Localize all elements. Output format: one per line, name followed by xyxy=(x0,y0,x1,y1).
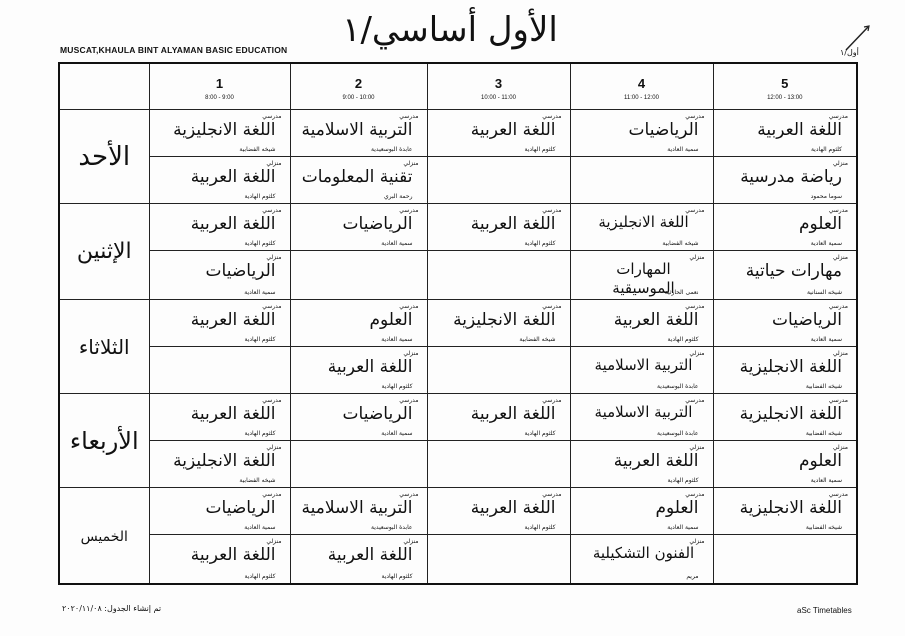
lesson-cell xyxy=(290,300,427,347)
lesson-type: مدرسي xyxy=(828,207,848,214)
subject-name: اللغة العربية xyxy=(470,498,556,518)
lesson-type: منزلي xyxy=(689,254,705,261)
subject-name: الرياضيات xyxy=(205,261,276,281)
table-row xyxy=(59,535,857,585)
lesson-cell xyxy=(290,488,427,535)
lesson-cell xyxy=(290,535,427,585)
lesson-cell xyxy=(570,110,713,157)
subject-name: العلوم xyxy=(655,498,699,518)
teacher-name: كلثوم الهادية xyxy=(381,573,413,580)
lesson-cell xyxy=(427,347,570,394)
lesson-type: مدرسي xyxy=(828,491,848,498)
lesson-type: مدرسي xyxy=(399,397,419,404)
teacher-name: كلثوم الهادية xyxy=(381,383,413,390)
lesson-type: مدرسي xyxy=(685,397,705,404)
period-number: 3 xyxy=(494,76,503,91)
teacher-name: سوما محمود xyxy=(810,193,842,200)
subject-name: التربية الاسلامية xyxy=(301,498,413,518)
teacher-name: عابدة البوسعيدية xyxy=(657,430,699,437)
subject-name: الرياضيات xyxy=(628,120,699,140)
subject-name: الرياضيات xyxy=(342,404,413,424)
teacher-name: سمية العادية xyxy=(810,240,842,247)
lesson-type: منزلي xyxy=(832,444,848,451)
subject-name: تقنية المعلومات xyxy=(301,167,413,187)
teacher-name: عابدة البوسعيدية xyxy=(371,146,413,153)
lesson-cell xyxy=(713,488,857,535)
teacher-name: شيخه الفضابية xyxy=(662,240,699,247)
teacher-name: كلثوم الهادية xyxy=(244,193,276,200)
created-date: تم إنشاء الجدول: ٢٠٢٠/١١/٠٨ xyxy=(62,604,162,613)
lesson-cell xyxy=(427,204,570,251)
teacher-name: سمية العادية xyxy=(810,336,842,343)
day-label-cell xyxy=(59,110,149,204)
lesson-type: مدرسي xyxy=(685,207,705,214)
subject-name: الرياضيات xyxy=(772,310,842,330)
subject-name: اللغة العربية xyxy=(190,167,276,187)
subject-name: الرياضيات xyxy=(205,498,276,518)
lesson-type: منزلي xyxy=(266,444,282,451)
teacher-name: سمية العادية xyxy=(667,146,699,153)
page-title: الأول أساسي/١ xyxy=(342,10,558,50)
lesson-cell xyxy=(149,394,290,441)
teacher-name: رحمة البري xyxy=(383,193,413,200)
day-name: الإثنين xyxy=(76,239,132,264)
table-row xyxy=(59,394,857,441)
teacher-name: شيخه الفضابية xyxy=(805,383,842,390)
period-number: 5 xyxy=(781,76,789,91)
teacher-name: سمية العادية xyxy=(381,430,413,437)
period-number: 1 xyxy=(215,76,224,91)
subject-name: اللغة العربية xyxy=(327,545,413,565)
teacher-name: كلثوم الهادية xyxy=(244,430,276,437)
teacher-name: كلثوم الهادية xyxy=(524,146,556,153)
teacher-name: كلثوم الهادية xyxy=(667,336,699,343)
teacher-name: كلثوم الهادية xyxy=(667,477,699,484)
lesson-type: منزلي xyxy=(689,350,705,357)
period-number: 4 xyxy=(637,76,646,91)
subject-name: التربية الاسلامية xyxy=(301,120,413,140)
lesson-type: منزلي xyxy=(832,160,848,167)
lesson-cell xyxy=(713,347,857,394)
lesson-cell xyxy=(570,204,713,251)
subject-name: اللغة الانجليزية xyxy=(739,498,842,518)
subject-name: اللغة العربية xyxy=(190,214,276,234)
table-row xyxy=(59,347,857,394)
lesson-cell xyxy=(149,251,290,300)
lesson-cell xyxy=(290,157,427,204)
lesson-type: مدرسي xyxy=(685,113,705,120)
lesson-cell xyxy=(290,204,427,251)
lesson-cell xyxy=(713,535,857,585)
lesson-cell xyxy=(149,157,290,204)
subject-name: الفنون التشكيلية xyxy=(592,544,695,562)
subject-name: اللغة العربية xyxy=(190,404,276,424)
lesson-type: مدرسي xyxy=(685,491,705,498)
lesson-cell xyxy=(427,300,570,347)
lesson-cell xyxy=(149,110,290,157)
lesson-type: منزلي xyxy=(832,350,848,357)
lesson-cell xyxy=(149,488,290,535)
lesson-cell xyxy=(290,251,427,300)
timetable xyxy=(58,62,858,585)
subject-name: اللغة العربية xyxy=(613,451,699,471)
subject-name: اللغة العربية xyxy=(470,120,556,140)
lesson-cell xyxy=(427,251,570,300)
teacher-name: شيخه الفضابية xyxy=(239,477,276,484)
table-row xyxy=(59,251,857,300)
lesson-cell xyxy=(570,300,713,347)
day-name: الأربعاء xyxy=(69,426,139,455)
lesson-cell xyxy=(570,157,713,204)
table-row xyxy=(59,157,857,204)
period-header-5 xyxy=(713,63,857,110)
teacher-name: سمية العادية xyxy=(381,336,413,343)
lesson-cell xyxy=(427,394,570,441)
subject-name: مهارات حياتية xyxy=(745,261,842,281)
period-header-4 xyxy=(570,63,713,110)
lesson-cell xyxy=(570,535,713,585)
day-label-cell xyxy=(59,488,149,585)
lesson-cell xyxy=(713,204,857,251)
subject-name: اللغة العربية xyxy=(190,545,276,565)
subject-name: المهارات الموسيقية xyxy=(612,260,675,297)
lesson-type: مدرسي xyxy=(399,491,419,498)
day-name: الثلاثاء xyxy=(78,334,130,359)
subject-name: اللغة الانجليزية xyxy=(739,357,842,377)
lesson-cell xyxy=(149,300,290,347)
teacher-name: شيخه الفضابية xyxy=(805,430,842,437)
lesson-cell xyxy=(570,251,713,300)
lesson-type: منزلي xyxy=(403,350,419,357)
lesson-type: مدرسي xyxy=(685,303,705,310)
teacher-name: كلثوم الهادية xyxy=(524,240,556,247)
lesson-cell xyxy=(149,347,290,394)
lesson-type: مدرسي xyxy=(542,207,562,214)
period-header-1 xyxy=(149,63,290,110)
lesson-cell xyxy=(427,535,570,585)
period-header-row xyxy=(59,63,857,110)
period-time: 8:00 - 9:00 xyxy=(205,95,234,101)
lesson-type: مدرسي xyxy=(399,113,419,120)
subject-name: اللغة العربية xyxy=(470,214,556,234)
teacher-name: كلثوم الهادية xyxy=(810,146,842,153)
subject-name: اللغة العربية xyxy=(470,404,556,424)
period-time: 11:00 - 12:00 xyxy=(624,95,659,101)
teacher-name: نعمى الحارثية xyxy=(664,289,699,296)
day-name: الأحد xyxy=(78,141,131,172)
lesson-type: منزلي xyxy=(403,538,419,545)
subject-name: اللغة الانجليزية xyxy=(453,310,556,330)
teacher-name: شيخه الفضابية xyxy=(519,336,556,343)
period-time: 12:00 - 13:00 xyxy=(767,95,803,101)
lesson-cell xyxy=(570,488,713,535)
teacher-name: كلثوم الهادية xyxy=(244,336,276,343)
school-name: MUSCAT,KHAULA BINT ALYAMAN BASIC EDUCATION xyxy=(60,45,288,55)
period-header-3 xyxy=(427,63,570,110)
lesson-cell xyxy=(427,441,570,488)
period-time: 10:00 - 11:00 xyxy=(481,95,516,101)
teacher-name: شيخه السنانية xyxy=(806,289,842,296)
teacher-name: سمية العادية xyxy=(244,289,276,296)
lesson-cell xyxy=(713,441,857,488)
generator-credit: aSc Timetables xyxy=(797,606,852,615)
subject-name: التربية الاسلامية xyxy=(594,403,693,421)
lesson-type: مدرسي xyxy=(262,207,282,214)
subject-name: اللغة العربية xyxy=(757,120,842,140)
lesson-cell xyxy=(290,347,427,394)
lesson-type: مدرسي xyxy=(542,491,562,498)
teacher-name: كلثوم الهادية xyxy=(524,524,556,531)
lesson-cell xyxy=(290,110,427,157)
lesson-type: مدرسي xyxy=(262,303,282,310)
lesson-cell xyxy=(570,394,713,441)
teacher-name: كلثوم الهادية xyxy=(524,430,556,437)
teacher-name: كلثوم الهادية xyxy=(244,573,276,580)
lesson-type: منزلي xyxy=(266,538,282,545)
lesson-type: مدرسي xyxy=(828,303,848,310)
period-time: 9:00 - 10:00 xyxy=(342,95,375,101)
subject-name: اللغة العربية xyxy=(190,310,276,330)
subject-name: اللغة العربية xyxy=(327,357,413,377)
lesson-cell xyxy=(290,441,427,488)
lesson-type: مدرسي xyxy=(399,303,419,310)
lesson-cell xyxy=(713,110,857,157)
lesson-cell xyxy=(427,110,570,157)
teacher-name: مريم xyxy=(686,573,699,580)
day-name: الخميس xyxy=(80,529,128,545)
lesson-type: مدرسي xyxy=(399,207,419,214)
teacher-name: سمية العادية xyxy=(381,240,413,247)
subject-name: العلوم xyxy=(798,214,842,234)
period-number: 2 xyxy=(354,76,363,91)
day-label-cell xyxy=(59,394,149,488)
teacher-name: شيخه الفضابية xyxy=(805,524,842,531)
subject-name: الرياضيات xyxy=(342,214,413,234)
lesson-cell xyxy=(290,394,427,441)
lesson-cell xyxy=(427,488,570,535)
teacher-name: شيخه الفضابية xyxy=(239,146,276,153)
lesson-type: مدرسي xyxy=(828,397,848,404)
teacher-name: عابدة البوسعيدية xyxy=(371,524,413,531)
lesson-cell xyxy=(713,300,857,347)
lesson-type: منزلي xyxy=(689,538,705,545)
lesson-type: منزلي xyxy=(266,254,282,261)
header-corner-cell xyxy=(59,63,149,110)
table-row xyxy=(59,204,857,251)
lesson-type: منزلي xyxy=(689,444,705,451)
day-label-cell xyxy=(59,300,149,394)
subject-name: اللغة العربية xyxy=(613,310,699,330)
lesson-type: منزلي xyxy=(832,254,848,261)
lesson-type: مدرسي xyxy=(542,397,562,404)
table-row xyxy=(59,488,857,535)
subject-name: العلوم xyxy=(798,451,842,471)
teacher-name: عابدة البوسعيدية xyxy=(657,383,699,390)
lesson-type: مدرسي xyxy=(542,303,562,310)
table-row xyxy=(59,300,857,347)
lesson-cell xyxy=(713,157,857,204)
lesson-cell xyxy=(149,535,290,585)
lesson-type: مدرسي xyxy=(262,491,282,498)
lesson-type: مدرسي xyxy=(262,397,282,404)
lesson-type: مدرسي xyxy=(828,113,848,120)
subject-name: اللغة الانجليزية xyxy=(598,213,689,231)
lesson-cell xyxy=(570,347,713,394)
period-header-2 xyxy=(290,63,427,110)
lesson-type: مدرسي xyxy=(262,113,282,120)
table-row xyxy=(59,441,857,488)
teacher-name: كلثوم الهادية xyxy=(244,240,276,247)
teacher-name: سمية العادية xyxy=(810,477,842,484)
subject-name: التربية الاسلامية xyxy=(594,356,693,374)
lesson-cell xyxy=(570,441,713,488)
lesson-cell xyxy=(427,157,570,204)
lesson-type: منزلي xyxy=(403,160,419,167)
table-row xyxy=(59,110,857,157)
lesson-cell xyxy=(149,441,290,488)
subject-name: العلوم xyxy=(369,310,413,330)
subject-name: رياضة مدرسية xyxy=(740,167,842,187)
day-label-cell xyxy=(59,204,149,300)
lesson-cell xyxy=(713,251,857,300)
subject-name: اللغة الانجليزية xyxy=(173,451,276,471)
lesson-cell xyxy=(149,204,290,251)
subject-name: اللغة الانجليزية xyxy=(173,120,276,140)
teacher-name: سمية العادية xyxy=(244,524,276,531)
lesson-cell xyxy=(713,394,857,441)
lesson-type: مدرسي xyxy=(542,113,562,120)
teacher-name: سمية العادية xyxy=(667,524,699,531)
class-label: أول/١ xyxy=(840,48,859,57)
lesson-type: منزلي xyxy=(266,160,282,167)
subject-name: اللغة الانجليزية xyxy=(739,404,842,424)
